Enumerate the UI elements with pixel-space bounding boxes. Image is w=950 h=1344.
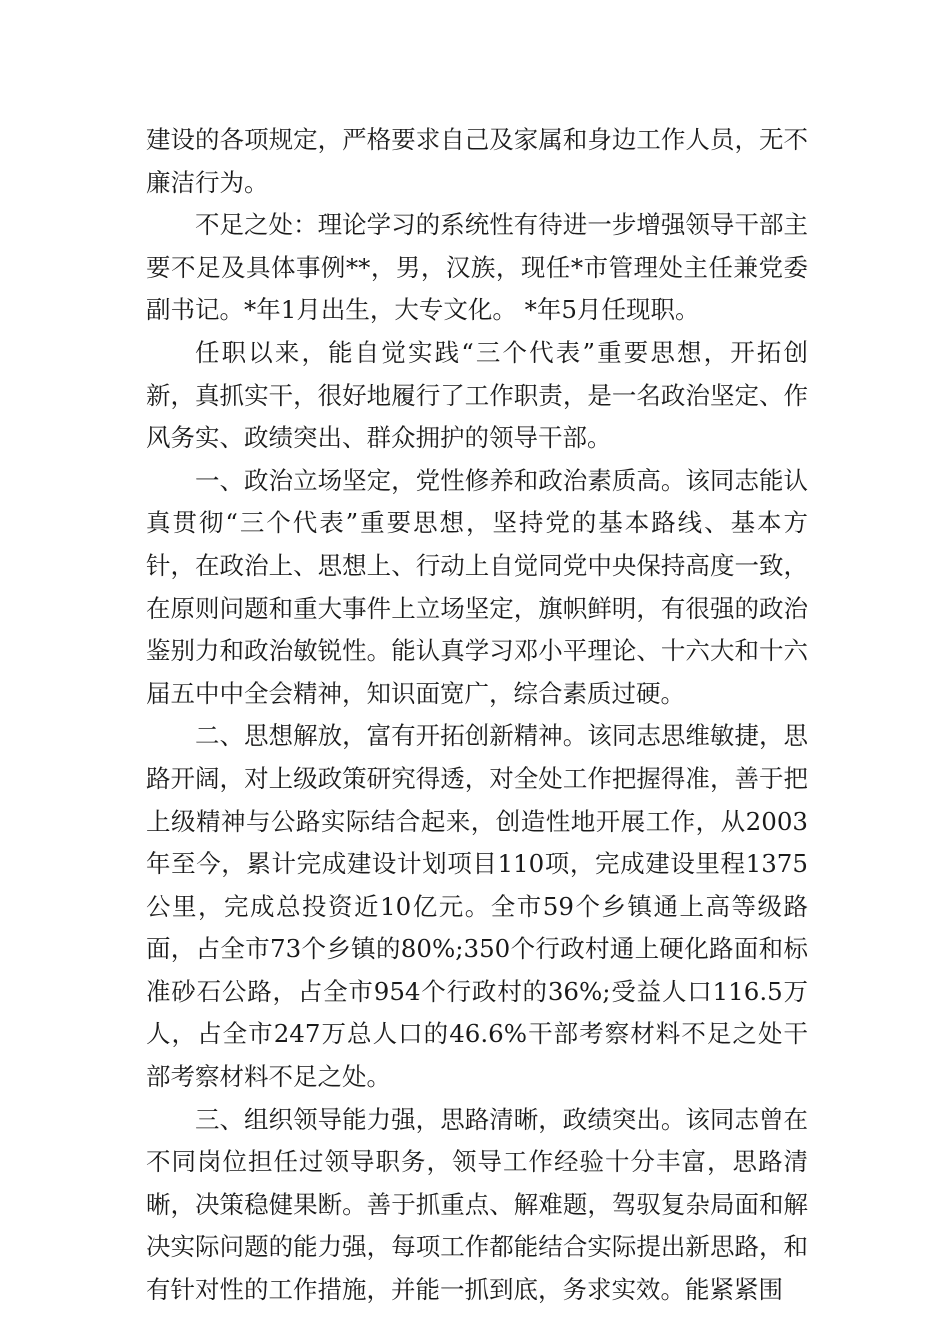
paragraph-continuation: 建设的各项规定，严格要求自己及家属和身边工作人员，无不廉洁行为。 xyxy=(146,125,808,197)
paragraph-political-stance: 一、政治立场坚定，党性修养和政治素质高。该同志能认真贯彻“三个代表”重要思想，坚持党的基本路线、基本方针，在政治上、思想上、行动上自觉同党中央保持高度一致，在原则问题和重大事件上立场坚定，旗帜鲜明，有很强的政治鉴别力和政治敏锐性。能认真学习邓小平理论、十六大和十六届五中中全会精神，知识面宽广，综合素质过硬。 xyxy=(146,465,808,708)
paragraph-overview: 任职以来，能自觉实践“三个代表”重要思想，开拓创新，真抓实干，很好地履行了工作职责，是一名政治坚定、作风务实、政绩突出、群众拥护的领导干部。 xyxy=(146,337,808,453)
paragraph-innovation: 二、思想解放，富有开拓创新精神。该同志思维敏捷，思路开阔，对上级政策研究得透，对全处工作把握得准，善于把上级精神与公路实际结合起来，创造性地开展工作，从2003年至今，累计完成建设计划项目110项，完成建设里程1375公里，完成总投资近10亿元。全市59个乡镇通上高等级路面，占全市73个乡镇的80%;350个行政村通上硬化路面和标准砂石公路，占全市954个行政村的36%;受益人口116.5万人，占全市247万总人口的46.6%干部考察材料不足之处干部考察材料不足之处。 xyxy=(146,721,808,1092)
paragraph-shortcomings: 不足之处：理论学习的系统性有待进一步增强领导干部主要不足及具体事例**，男，汉族，现任*市管理处主任兼党委副书记。*年1月出生，大专文化。 *年5月任现职。 xyxy=(146,210,808,325)
paragraph-leadership: 三、组织领导能力强，思路清晰，政绩突出。该同志曾在不同岗位担任过领导职务，领导工作经验十分丰富，思路清晰，决策稳健果断。善于抓重点、解难题，驾驭复杂局面和解决实际问题的能力强，每项工作都能结合实际提出新思路，和有针对性的工作措施，并能一抓到底，务求实效。能紧紧围 xyxy=(146,1104,808,1305)
document-body xyxy=(146,119,808,1312)
